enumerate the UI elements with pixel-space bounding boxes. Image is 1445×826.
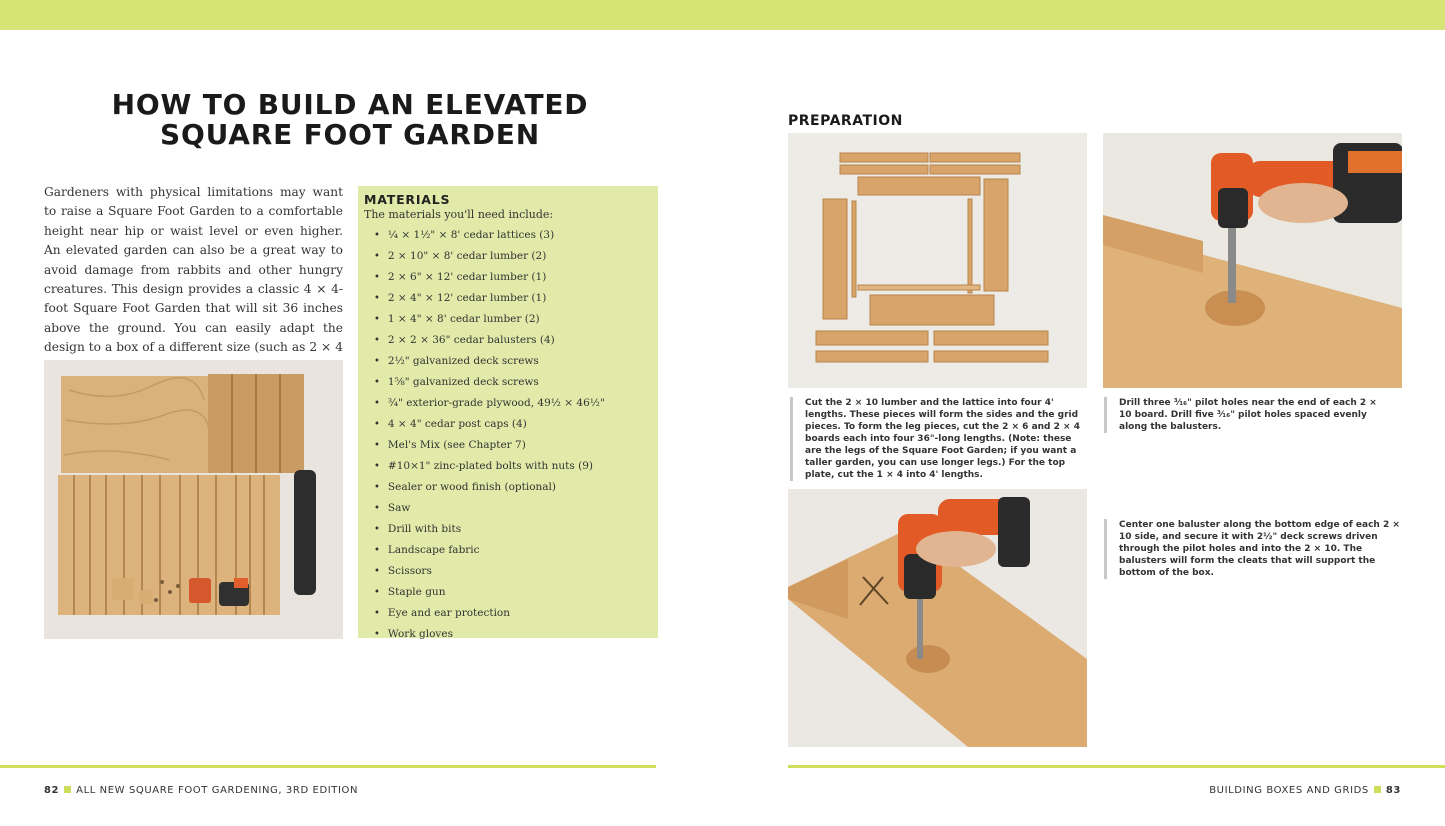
materials-item: • #10×1" zinc-plated bolts with nuts (9) xyxy=(374,456,652,477)
materials-item: • 2 × 10" × 8' cedar lumber (2) xyxy=(374,246,652,267)
baluster-illustration xyxy=(788,489,1087,747)
materials-item: • 2½" galvanized deck screws xyxy=(374,351,652,372)
materials-item: • Scissors xyxy=(374,561,652,582)
materials-photo xyxy=(44,360,343,639)
materials-item: • Sealer or wood finish (optional) xyxy=(374,477,652,498)
top-color-band xyxy=(0,0,1445,30)
materials-item: • 1⅝" galvanized deck screws xyxy=(374,372,652,393)
materials-item: • Landscape fabric xyxy=(374,540,652,561)
materials-title: MATERIALS xyxy=(364,192,451,207)
drill-illustration xyxy=(1103,133,1402,388)
materials-illustration xyxy=(44,360,343,639)
book-title: ALL NEW SQUARE FOOT GARDENING, 3RD EDITION xyxy=(76,785,359,796)
materials-item: • 4 × 4" cedar post caps (4) xyxy=(374,414,652,435)
footer-rule-left xyxy=(0,765,656,768)
materials-item: • Staple gun xyxy=(374,582,652,603)
materials-item: • Drill with bits xyxy=(374,519,652,540)
drilling-board-photo xyxy=(1103,133,1402,388)
materials-subtitle: The materials you'll need include: xyxy=(364,208,554,221)
intro-paragraph: Gardeners with physical limitations may want to raise a Square Foot Garden to a comfortable height near hip or waist level or even higher. An elevated garden can also be a great way to avoid damage from rabbits and other hungry creatures. This design provides a classic 4 × 4-foot Square Foot Garden that will sit 36 inches above the ground. You can easily adapt the design to a box of a different size (such as 2 × 4 xyxy=(44,185,343,355)
materials-item: • Mel's Mix (see Chapter 7) xyxy=(374,435,652,456)
title-line-1: HOW TO BUILD AN ELEVATED xyxy=(111,88,589,121)
materials-item: • 2 × 4" × 12' cedar lumber (1) xyxy=(374,288,652,309)
materials-item: • Work gloves xyxy=(374,624,652,645)
caption-cut-lumber: Cut the 2 × 10 lumber and the lattice into four 4' lengths. These pieces will form the sides and the grid pieces. To form the leg pieces, cut the 2 × 6 and 2 × 4 boards each into four 36"-long lengths. (Note: these are the legs of the Square Foot Garden; if you want a taller garden, you can use longer legs.) For the top plate, cut the 1 × 4 into 4' lengths. xyxy=(790,397,1090,481)
materials-item: • 2 × 2 × 36" cedar balusters (4) xyxy=(374,330,652,351)
materials-item: • Eye and ear protection xyxy=(374,603,652,624)
materials-list xyxy=(364,225,652,645)
caption-pilot-holes: Drill three ³⁄₁₆" pilot holes near the end of each 2 × 10 board. Drill five ³⁄₁₆" pilot holes spaced evenly along the balusters. xyxy=(1104,397,1387,433)
materials-item: • 1 × 4" × 8' cedar lumber (2) xyxy=(374,309,652,330)
chapter-title: BUILDING BOXES AND GRIDS xyxy=(1209,785,1369,796)
caption-baluster: Center one baluster along the bottom edge of each 2 × 10 side, and secure it with 2½" deck screws driven through the pilot holes and into the 2 × 10. The balusters will form the cleats that will support the bottom of the box. xyxy=(1104,519,1409,579)
materials-item: • ¾" exterior-grade plywood, 49½ × 46½" xyxy=(374,393,652,414)
cut-lumber-illustration xyxy=(788,133,1087,388)
footer-rule-right xyxy=(788,765,1445,768)
footer-square-icon xyxy=(64,786,71,793)
footer-left xyxy=(44,785,358,796)
page-number-right: 83 xyxy=(1385,785,1401,796)
materials-item: • 2 × 6" × 12' cedar lumber (1) xyxy=(374,267,652,288)
footer-right xyxy=(1209,785,1401,796)
securing-baluster-photo xyxy=(788,489,1087,747)
cut-lumber-photo xyxy=(788,133,1087,388)
materials-box xyxy=(358,186,658,638)
preparation-heading: PREPARATION xyxy=(788,113,903,129)
title-line-2: SQUARE FOOT GARDEN xyxy=(160,118,540,151)
page-title xyxy=(60,90,640,150)
materials-item: • ¼ × 1½" × 8' cedar lattices (3) xyxy=(374,225,652,246)
materials-item: • Saw xyxy=(374,498,652,519)
page-number-left: 82 xyxy=(44,785,60,796)
footer-square-icon xyxy=(1374,786,1381,793)
